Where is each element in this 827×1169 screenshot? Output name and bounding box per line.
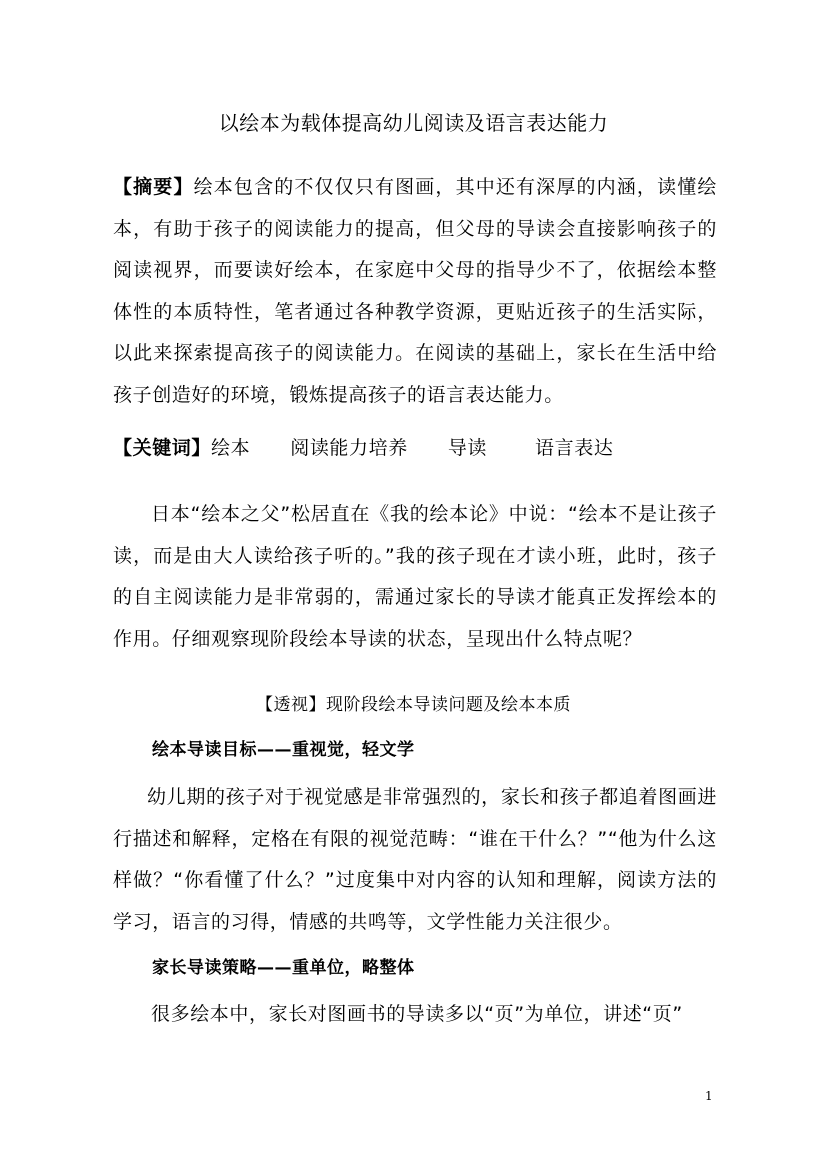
document-title: 以绘本为载体提高幼儿阅读及语言表达能力 <box>218 111 609 135</box>
keyword-item: 导读 <box>447 437 488 459</box>
keyword-item: 阅读能力培养 <box>290 437 408 459</box>
abstract-label: 【摘要】 <box>113 176 194 198</box>
abstract-paragraph <box>113 167 717 416</box>
keywords-label: 【关键词】 <box>113 437 212 459</box>
keyword-item: 语言表达 <box>535 437 614 459</box>
keywords-line <box>113 430 613 466</box>
subsection-paragraph: 很多绘本中，家长对图画书的导读多以“页”为单位，讲述“页” <box>151 1003 683 1025</box>
keyword-item: 绘本 <box>211 437 251 459</box>
abstract-text: 绘本包含的不仅仅只有图画，其中还有深厚的内涵，读懂绘本，有助于孩子的阅读能力的提高，但父母的导读会直接影响孩子的阅读视界，而要读好绘本，在家庭中父母的指导少不了，依据绘本整体性的本质特性，笔者通过各种教学资源，更贴近孩子的生活实际，以此来探索提高孩子的阅读能力。在阅读的基础上，家长在生活中给孩子创造好的环境，锻炼提高孩子的语言表达能力。 <box>113 176 717 406</box>
subsection-paragraph: 幼儿期的孩子对于视觉感是非常强烈的，家长和孩子都追着图画进行描述和解释，定格在有限的视觉范畴：“谁在干什么？”“他为什么这样做？“你看懂了什么？”过度集中对内容的认知和理解，阅读方法的学习，语言的习得，情感的共鸣等，文学性能力关注很少。 <box>113 786 717 933</box>
subsection-heading: 家长导读策略——重单位，略整体 <box>152 958 415 978</box>
section-heading: 【透视】现阶段绘本导读问题及绘本本质 <box>256 695 571 715</box>
intro-paragraph: 日本“绘本之父”松居直在《我的绘本论》中说：“绘本不是让孩子读，而是由大人读给孩子听的。”我的孩子现在才读小班，此时，孩子的自主阅读能力是非常弱的，需通过家长的导读才能真正发挥绘本的作用。仔细观察现阶段绘本导读的状态，呈现出什么特点呢？ <box>113 503 717 650</box>
page-number: 1 <box>705 1089 713 1103</box>
subsection-heading: 绘本导读目标——重视觉，轻文学 <box>152 740 415 760</box>
